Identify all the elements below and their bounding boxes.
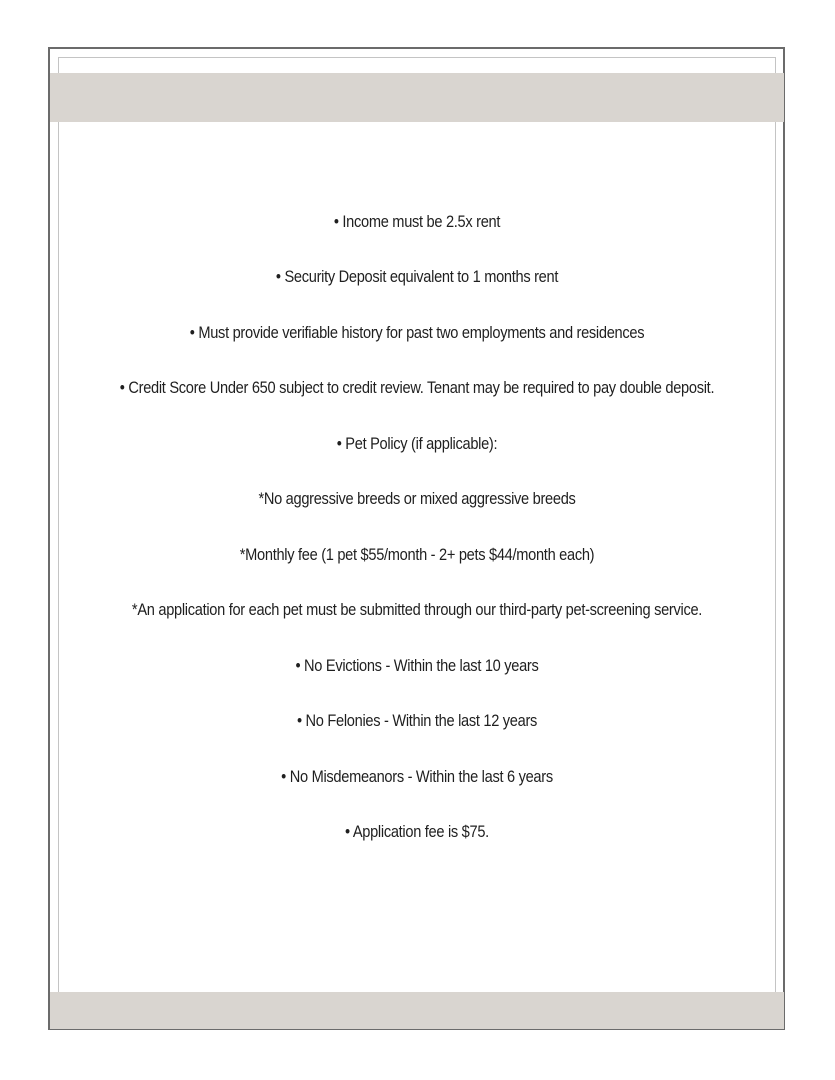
pet-policy-monthly-fee: *Monthly fee (1 pet $55/month - 2+ pets $44/month each)	[239, 545, 595, 564]
requirement-no-felonies: • No Felonies - Within the last 12 years	[296, 711, 538, 730]
requirement-no-misdemeanors: • No Misdemeanors - Within the last 6 years	[281, 767, 553, 786]
header-band	[50, 73, 784, 122]
requirement-credit-score: • Credit Score Under 650 subject to credit review. Tenant may be required to pay double deposit.	[119, 378, 715, 397]
requirement-pet-policy: • Pet Policy (if applicable):	[336, 434, 498, 453]
requirement-no-evictions: • No Evictions - Within the last 10 years	[295, 656, 539, 675]
pet-policy-application: *An application for each pet must be submitted through our third-party pet-screening service.	[131, 600, 703, 619]
requirement-history: • Must provide verifiable history for past two employments and residences	[189, 323, 645, 342]
requirement-application-fee: • Application fee is $75.	[345, 822, 489, 841]
inner-frame	[58, 57, 776, 1020]
pet-policy-breeds: *No aggressive breeds or mixed aggressive breeds	[258, 489, 576, 508]
requirement-security-deposit: • Security Deposit equivalent to 1 months rent	[275, 267, 559, 286]
footer-band	[50, 992, 784, 1029]
requirement-income: • Income must be 2.5x rent	[333, 212, 501, 231]
